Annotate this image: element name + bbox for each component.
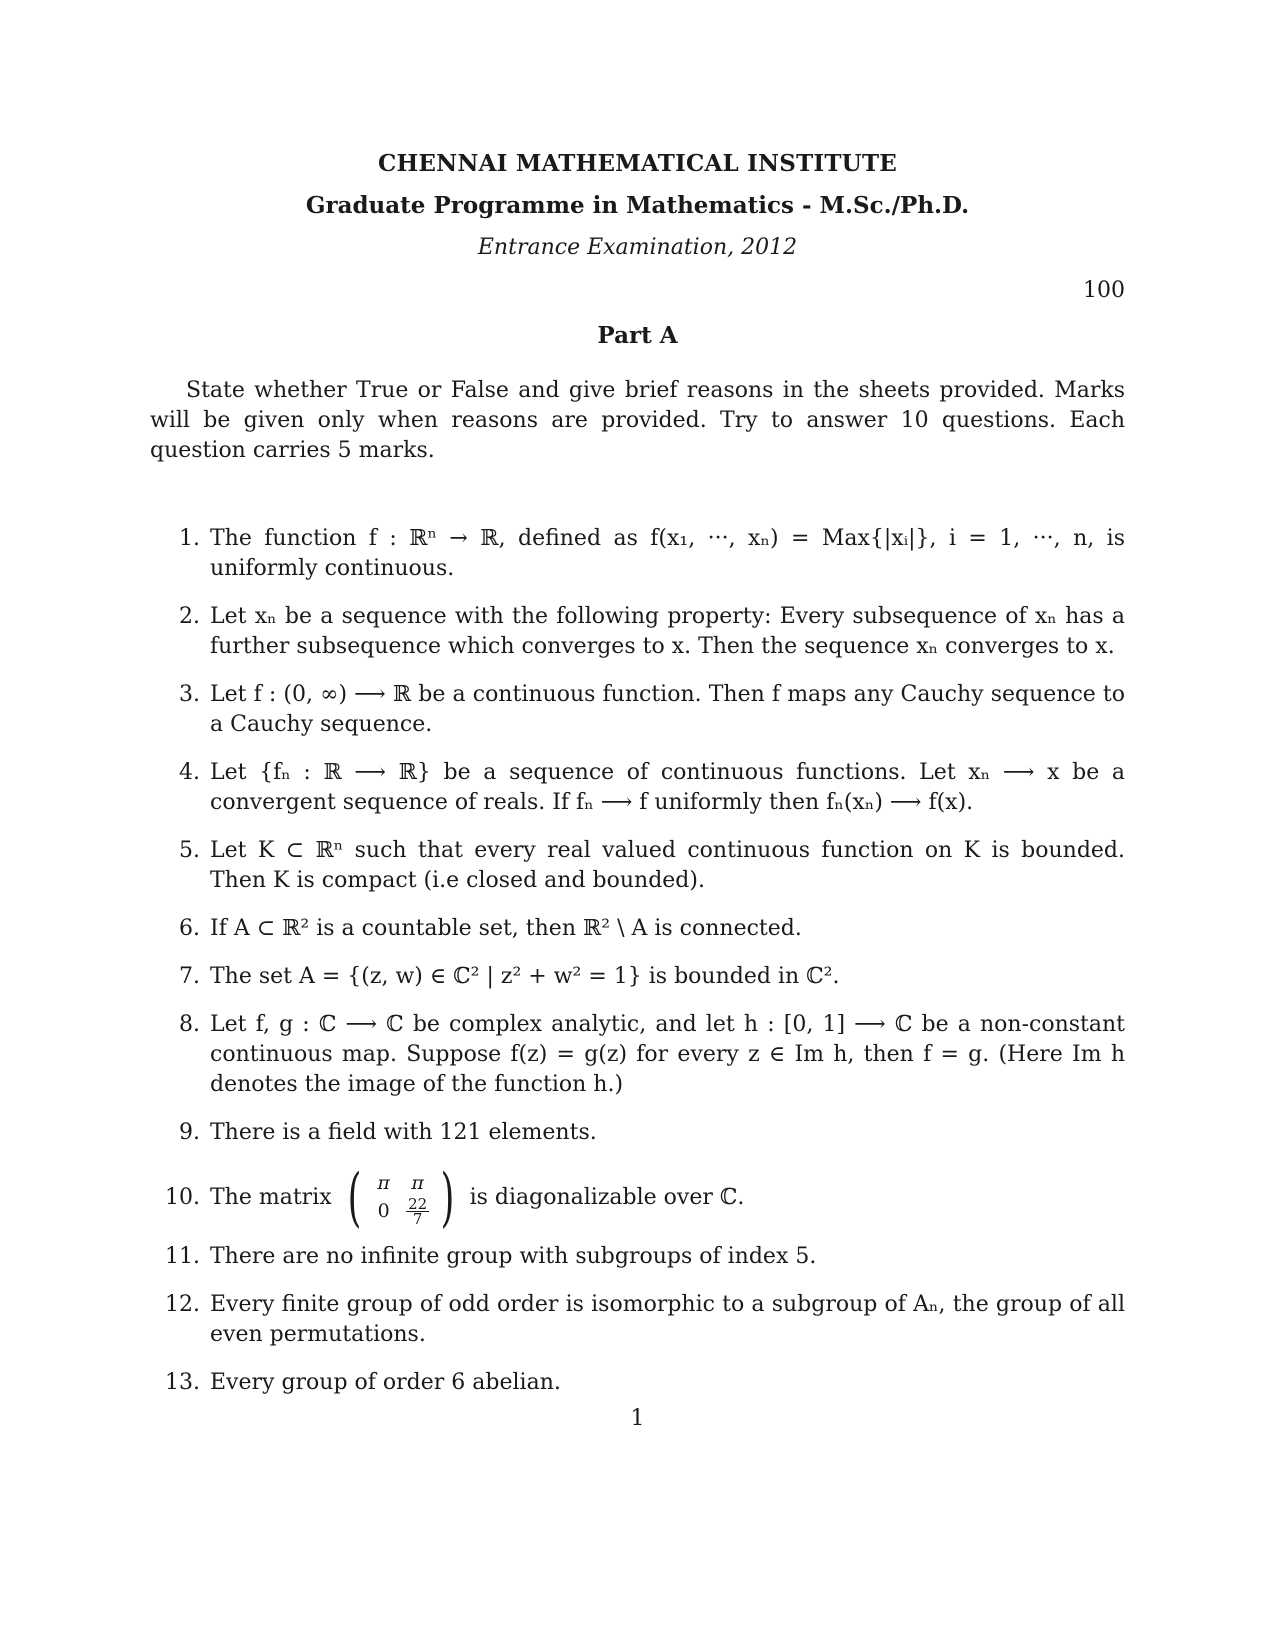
question-item bbox=[150, 1290, 1125, 1350]
matrix-entry-22-fraction bbox=[406, 1194, 429, 1228]
question-number: 8. bbox=[179, 1012, 200, 1037]
question-text: There are no infinite group with subgroups of index 5. bbox=[210, 1244, 817, 1269]
question-text-before-matrix: The matrix bbox=[210, 1185, 332, 1210]
matrix-question-row bbox=[165, 1161, 1125, 1235]
question-text: Let K ⊂ ℝⁿ such that every real valued continuous function on K is bounded. Then K is compact (i.e closed and bounded). bbox=[210, 838, 1125, 893]
fraction-numerator: 22 bbox=[408, 1194, 428, 1213]
question-number: 7. bbox=[179, 964, 200, 989]
question-number: 1. bbox=[179, 526, 200, 551]
part-title: Part A bbox=[597, 322, 678, 349]
question-number: 3. bbox=[179, 682, 200, 707]
question-number: 9. bbox=[179, 1120, 200, 1145]
matrix-entry-12: π bbox=[411, 1172, 424, 1194]
question-text-after-matrix: is diagonalizable over ℂ. bbox=[469, 1185, 745, 1210]
question-item bbox=[150, 602, 1125, 662]
question-text: If A ⊂ ℝ² is a countable set, then ℝ² \ A is connected. bbox=[210, 916, 802, 941]
fraction-denominator: 7 bbox=[412, 1209, 423, 1228]
exam-title: Entrance Examination, 2012 bbox=[477, 235, 798, 260]
question-text: Every group of order 6 abelian. bbox=[210, 1370, 561, 1395]
question-number: 5. bbox=[179, 838, 200, 863]
question-item bbox=[150, 524, 1125, 584]
total-marks: 100 bbox=[1083, 278, 1125, 303]
matrix-entry-11: π bbox=[377, 1172, 390, 1194]
matrix bbox=[342, 1161, 460, 1235]
question-number: 4. bbox=[179, 760, 200, 785]
matrix-entry-21: 0 bbox=[377, 1200, 390, 1222]
question-number: 13. bbox=[165, 1370, 200, 1395]
question-text: The set A = {(z, w) ∈ ℂ² | z² + w² = 1} is bounded in ℂ². bbox=[210, 964, 840, 989]
page-number: 1 bbox=[630, 1406, 645, 1431]
programme-title: Graduate Programme in Mathematics - M.Sc./Ph.D. bbox=[305, 192, 970, 219]
question-item bbox=[150, 680, 1125, 740]
question-number: 12. bbox=[165, 1292, 200, 1317]
question-number: 10. bbox=[165, 1185, 200, 1210]
question-text: Let {fₙ : ℝ ⟶ ℝ} be a sequence of continuous functions. Let xₙ ⟶ x be a convergent sequence of reals. If fₙ ⟶ f uniformly then fₙ(xₙ) ⟶ f(x). bbox=[210, 760, 1125, 815]
question-text: Let xₙ be a sequence with the following property: Every subsequence of xₙ has a further subsequence which converges to x. Then the sequence xₙ converges to x. bbox=[210, 604, 1125, 659]
question-list bbox=[150, 524, 1125, 1416]
right-paren: ) bbox=[440, 1161, 454, 1235]
question-text: There is a field with 121 elements. bbox=[210, 1120, 597, 1145]
question-text: The function f : ℝⁿ → ℝ, defined as f(x₁, ···, xₙ) = Max{|xᵢ|}, i = 1, ···, n, is uniformly continuous. bbox=[210, 526, 1125, 581]
question-item bbox=[150, 962, 1125, 992]
institute-name: CHENNAI MATHEMATICAL INSTITUTE bbox=[378, 150, 897, 177]
question-item bbox=[150, 1368, 1125, 1398]
matrix-entries bbox=[367, 1170, 435, 1226]
question-number: 2. bbox=[179, 604, 200, 629]
question-item bbox=[150, 758, 1125, 818]
question-item-matrix bbox=[150, 1161, 1125, 1235]
question-item bbox=[150, 1118, 1125, 1148]
instructions: State whether True or False and give brief reasons in the sheets provided. Marks will be given only when reasons are provided. Try to answer 10 questions. Each question carries 5 marks. bbox=[150, 378, 1125, 463]
question-text: Let f : (0, ∞) ⟶ ℝ be a continuous function. Then f maps any Cauchy sequence to a Cauchy sequence. bbox=[210, 682, 1125, 737]
left-paren: ( bbox=[347, 1161, 361, 1235]
question-item bbox=[150, 836, 1125, 896]
question-item bbox=[150, 914, 1125, 944]
question-item bbox=[150, 1242, 1125, 1272]
question-text: Every finite group of odd order is isomorphic to a subgroup of Aₙ, the group of all even permutations. bbox=[210, 1292, 1125, 1347]
question-number: 11. bbox=[165, 1244, 200, 1269]
question-text: Let f, g : ℂ ⟶ ℂ be complex analytic, and let h : [0, 1] ⟶ ℂ be a non-constant continuous map. Suppose f(z) = g(z) for every z ∈ Im h, then f = g. (Here Im h denotes the image of the function h.) bbox=[210, 1012, 1125, 1097]
question-number: 6. bbox=[179, 916, 200, 941]
question-item bbox=[150, 1010, 1125, 1100]
